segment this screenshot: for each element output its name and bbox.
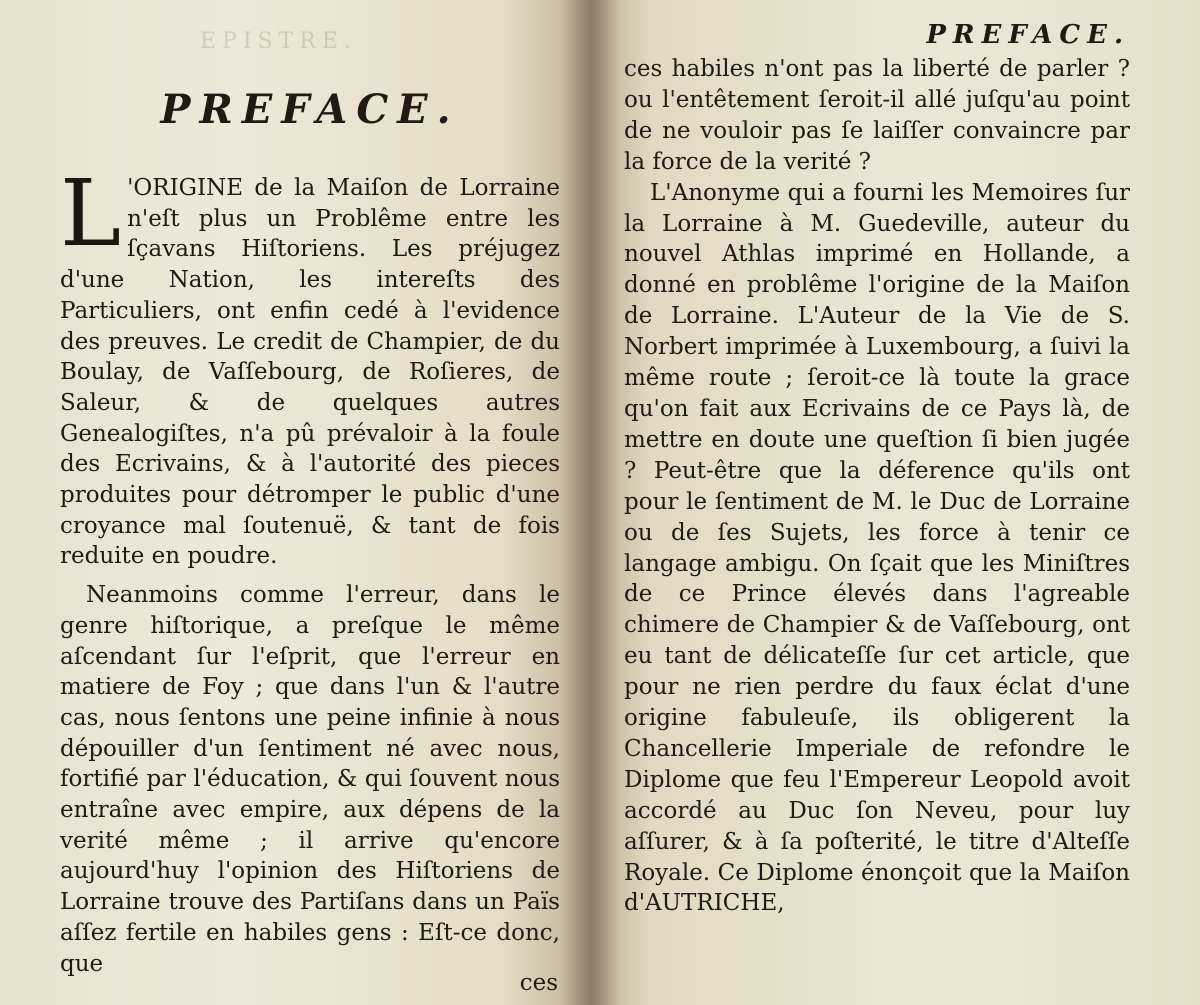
right-paragraph-1: ces habiles n'ont pas la liberté de parler ? ou l'entêtement ſeroit-il allé juſqu'au point de ne vouloir pas ſe laiſſer convaincre par la force de la verité ? [624, 56, 1130, 175]
running-head: PREFACE. [926, 20, 1130, 50]
drop-cap: L [60, 160, 122, 267]
right-page-body [624, 54, 1130, 919]
left-page-heading: PREFACE. [160, 86, 460, 133]
right-page [590, 0, 1200, 1005]
left-page [0, 0, 590, 1005]
left-paragraph-2: Neanmoins comme l'erreur, dans le genre hiſtorique, a preſque le même aſcendant ſur l'eſprit, que l'erreur en matiere de Foy ; que dans l'un & l'autre cas, nous ſentons une peine infinie à nous dépouiller d'un ſentiment né avec nous, fortifié par l'éducation, & qui ſouvent nous entraîne avec empire, aux dépens de la verité même ; il arrive qu'encore aujourd'huy l'opinion des Hiſtoriens de Lorraine trouve des Partiſans dans un Païs aſſez fertile en habiles gens : Eſt-ce donc, que [60, 582, 560, 977]
left-paragraph-1-text: 'ORIGINE de la Maiſon de Lorraine n'eſt plus un Problême entre les ſçavans Hiſtoriens. Les préjugez d'une Nation, les intereſts des Particuliers, ont enfin cedé à l'evidence des preuves. Le credit de Champier, de du Boulay, de Vaſſebourg, de Roſieres, de Saleur, & de quelques autres Genealogiſtes, n'a pû prévaloir à la foule des Ecrivains, & à l'autorité des pieces produites pour détromper le public d'une croyance mal ſoutenuë, & tant de fois reduite en poudre. [60, 175, 560, 570]
right-paragraph-2: L'Anonyme qui a fourni les Memoires ſur la Lorraine à M. Guedeville, auteur du nouvel Athlas imprimé en Hollande, a donné en problême l'origine de la Maiſon de Lorraine. L'Auteur de la Vie de S. Norbert imprimée à Luxembourg, a ſuivi la même route ; ſeroit-ce là toute la grace qu'on fait aux Ecrivains de ce Pays là, de mettre en doute une queſtion ſi bien jugée ? Peut-être que la déference qu'ils ont pour le ſentiment de M. le Duc de Lorraine ou de ſes Sujets, les force à tenir ce langage ambigu. On ſçait que les Miniſtres de ce Prince élevés dans l'agreable chimere de Champier & de Vaſſebourg, ont eu tant de délicateſſe ſur cet article, que pour ne rien perdre du faux éclat d'une origine fabuleuſe, ils obligerent la Chancellerie Imperiale de refondre le Diplome que feu l'Empereur Leopold avoit accordé au Duc ſon Neveu, pour luy aſſurer, & à ſa poſterité, le titre d'Alteſſe Royale. Ce Diplome énonçoit que la Maiſon d'AUTRICHE, [624, 179, 1130, 917]
book-gutter [560, 0, 620, 1005]
catchword: ces [519, 970, 558, 996]
bleed-through-text: EPISTRE. [200, 29, 357, 54]
left-page-body [60, 160, 560, 979]
left-paragraph-1 [60, 160, 560, 572]
